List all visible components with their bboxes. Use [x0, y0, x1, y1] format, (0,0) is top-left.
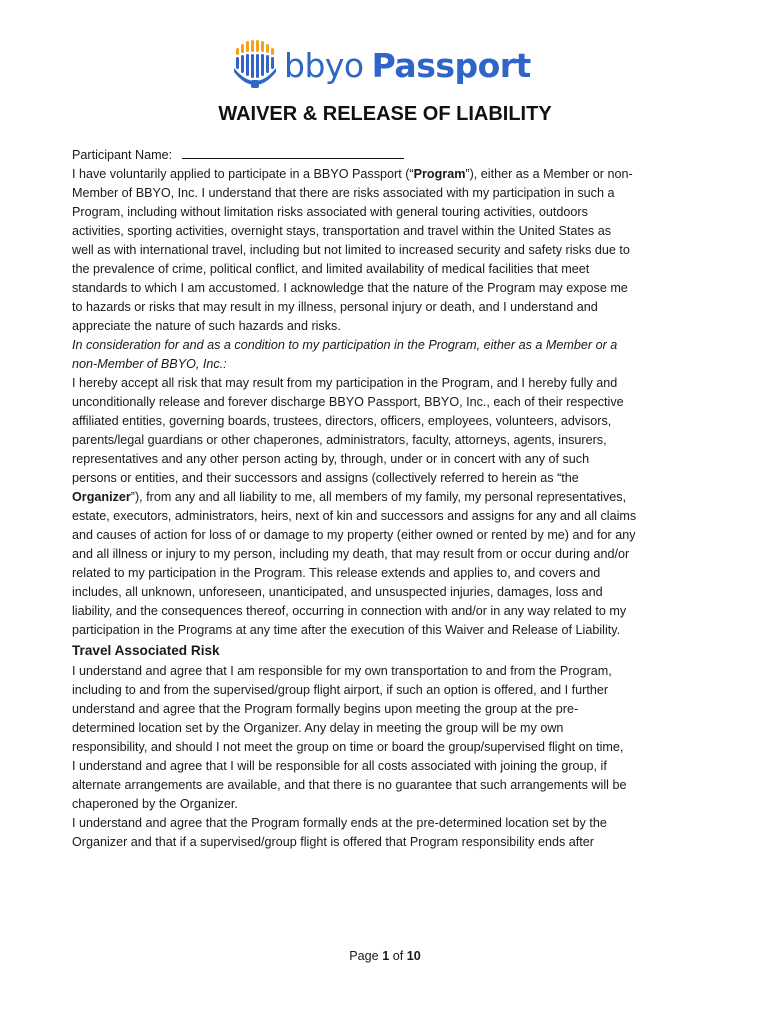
text-line: chaperoned by the Organizer. [72, 797, 238, 811]
participant-name-field[interactable] [182, 146, 404, 159]
page-total: 10 [406, 949, 421, 963]
text-line: participation in the Programs at any time after the execution of this Waiver and Release of Liability. [72, 623, 621, 637]
text-line: standards to which I am accustomed. I acknowledge that the nature of the Program may expose me [72, 281, 628, 295]
text-line: Program, including without limitation risks associated with general touring activities, outdoors [72, 205, 588, 219]
text-line: and all illness or injury to my person, including my death, that may result from or occur during and/or [72, 547, 630, 561]
text-line: liability, and the consequences thereof, occurring in connection with and/or in any way related to my [72, 604, 627, 618]
text-line: well as with international travel, including but not limited to increased security and safety risks due to [72, 243, 630, 257]
text-line: I understand and agree that the Program formally ends at the pre-determined location set by the [72, 816, 607, 830]
of-label: of [392, 949, 404, 963]
text-segment: ”), from any and all liability to me, all members of my family, my personal representatives, [130, 490, 627, 504]
text-line: determined location set by the Organizer. Any delay in meeting the group will be my own [72, 721, 564, 735]
text-line: I understand and agree that I am responsible for my own transportation to and from the Program, [72, 664, 612, 678]
bbyo-passport-logo [234, 38, 531, 92]
text-line: responsibility, and should I not meet the group on time or board the group/supervised flight on time, [72, 740, 624, 754]
logo-brand-text: bbyo [284, 45, 364, 85]
text-line: the prevalence of crime, political conflict, and limited availability of medical facilities that meet [72, 262, 590, 276]
participant-name-row [72, 146, 702, 165]
page-title: WAIVER & RELEASE OF LIABILITY [218, 103, 552, 125]
text-line: affiliated entities, governing boards, trustees, directors, officers, employees, volunteers, advisors, [72, 414, 612, 428]
text-line: I understand and agree that I will be responsible for all costs associated with joining the group, if [72, 759, 607, 773]
text-line: activities, sporting activities, overnight stays, transportation and travel within the United States as [72, 224, 611, 238]
text-line: estate, executors, administrators, heirs, next of kin and successors and assigns for any and all claims [72, 509, 637, 523]
intro-paragraph [72, 165, 702, 336]
text-line: and causes of action for loss of or damage to my property (either owned or rented by me) and for any [72, 528, 636, 542]
participant-name-label: Participant Name: [72, 148, 173, 162]
logo-wordmark [284, 45, 531, 85]
logo-product-text: Passport [371, 45, 531, 85]
text-line: persons or entities, and their successors and assigns (collectively referred to herein as “the [72, 471, 579, 485]
travel-paragraph [72, 662, 702, 814]
document-body [72, 146, 702, 852]
page-footer [0, 949, 770, 963]
text-line [72, 488, 702, 507]
menorah-icon [234, 40, 280, 90]
release-paragraph [72, 374, 702, 640]
text-segment: ”), either as a Member or non- [465, 167, 633, 181]
text-line: In consideration for and as a condition to my participation in the Program, either as a Member or a [72, 338, 618, 352]
text-line: alternate arrangements are available, and that there is no guarantee that such arrangements will be [72, 778, 627, 792]
organizer-term: Organizer [72, 490, 131, 504]
text-line: Organizer and that if a supervised/group flight is offered that Program responsibility ends after [72, 835, 594, 849]
text-line: unconditionally release and forever discharge BBYO Passport, BBYO, Inc., each of their respective [72, 395, 624, 409]
text-line [72, 165, 702, 184]
text-segment: I have voluntarily applied to participate in a BBYO Passport (“ [72, 167, 414, 181]
travel-risk-heading: Travel Associated Risk [72, 643, 220, 658]
text-line: Member of BBYO, Inc. I understand that there are risks associated with my participation in such a [72, 186, 615, 200]
text-line: including to and from the supervised/group flight airport, if such an option is offered, and I further [72, 683, 609, 697]
text-line: understand and agree that the Program formally begins upon meeting the group at the pre- [72, 702, 579, 716]
text-line: to hazards or risks that may result in my illness, personal injury or death, and I understand and [72, 300, 598, 314]
page-label: Page [349, 949, 379, 963]
travel-end-paragraph [72, 814, 702, 852]
text-line: representatives and any other person acting by, through, under or in concert with any of such [72, 452, 590, 466]
text-line: I hereby accept all risk that may result from my participation in the Program, and I hereby fully and [72, 376, 618, 390]
text-line: parents/legal guardians or other chaperones, administrators, faculty, attorneys, agents, insurers, [72, 433, 607, 447]
text-line: includes, all unknown, unforeseen, unanticipated, and unsuspected injuries, damages, loss and [72, 585, 603, 599]
text-line: non-Member of BBYO, Inc.: [72, 357, 227, 371]
consideration-paragraph [72, 336, 702, 374]
page-current: 1 [382, 949, 390, 963]
text-line: appreciate the nature of such hazards and risks. [72, 319, 341, 333]
program-term: Program [413, 167, 466, 181]
text-line: related to my participation in the Program. This release extends and applies to, and covers and [72, 566, 601, 580]
